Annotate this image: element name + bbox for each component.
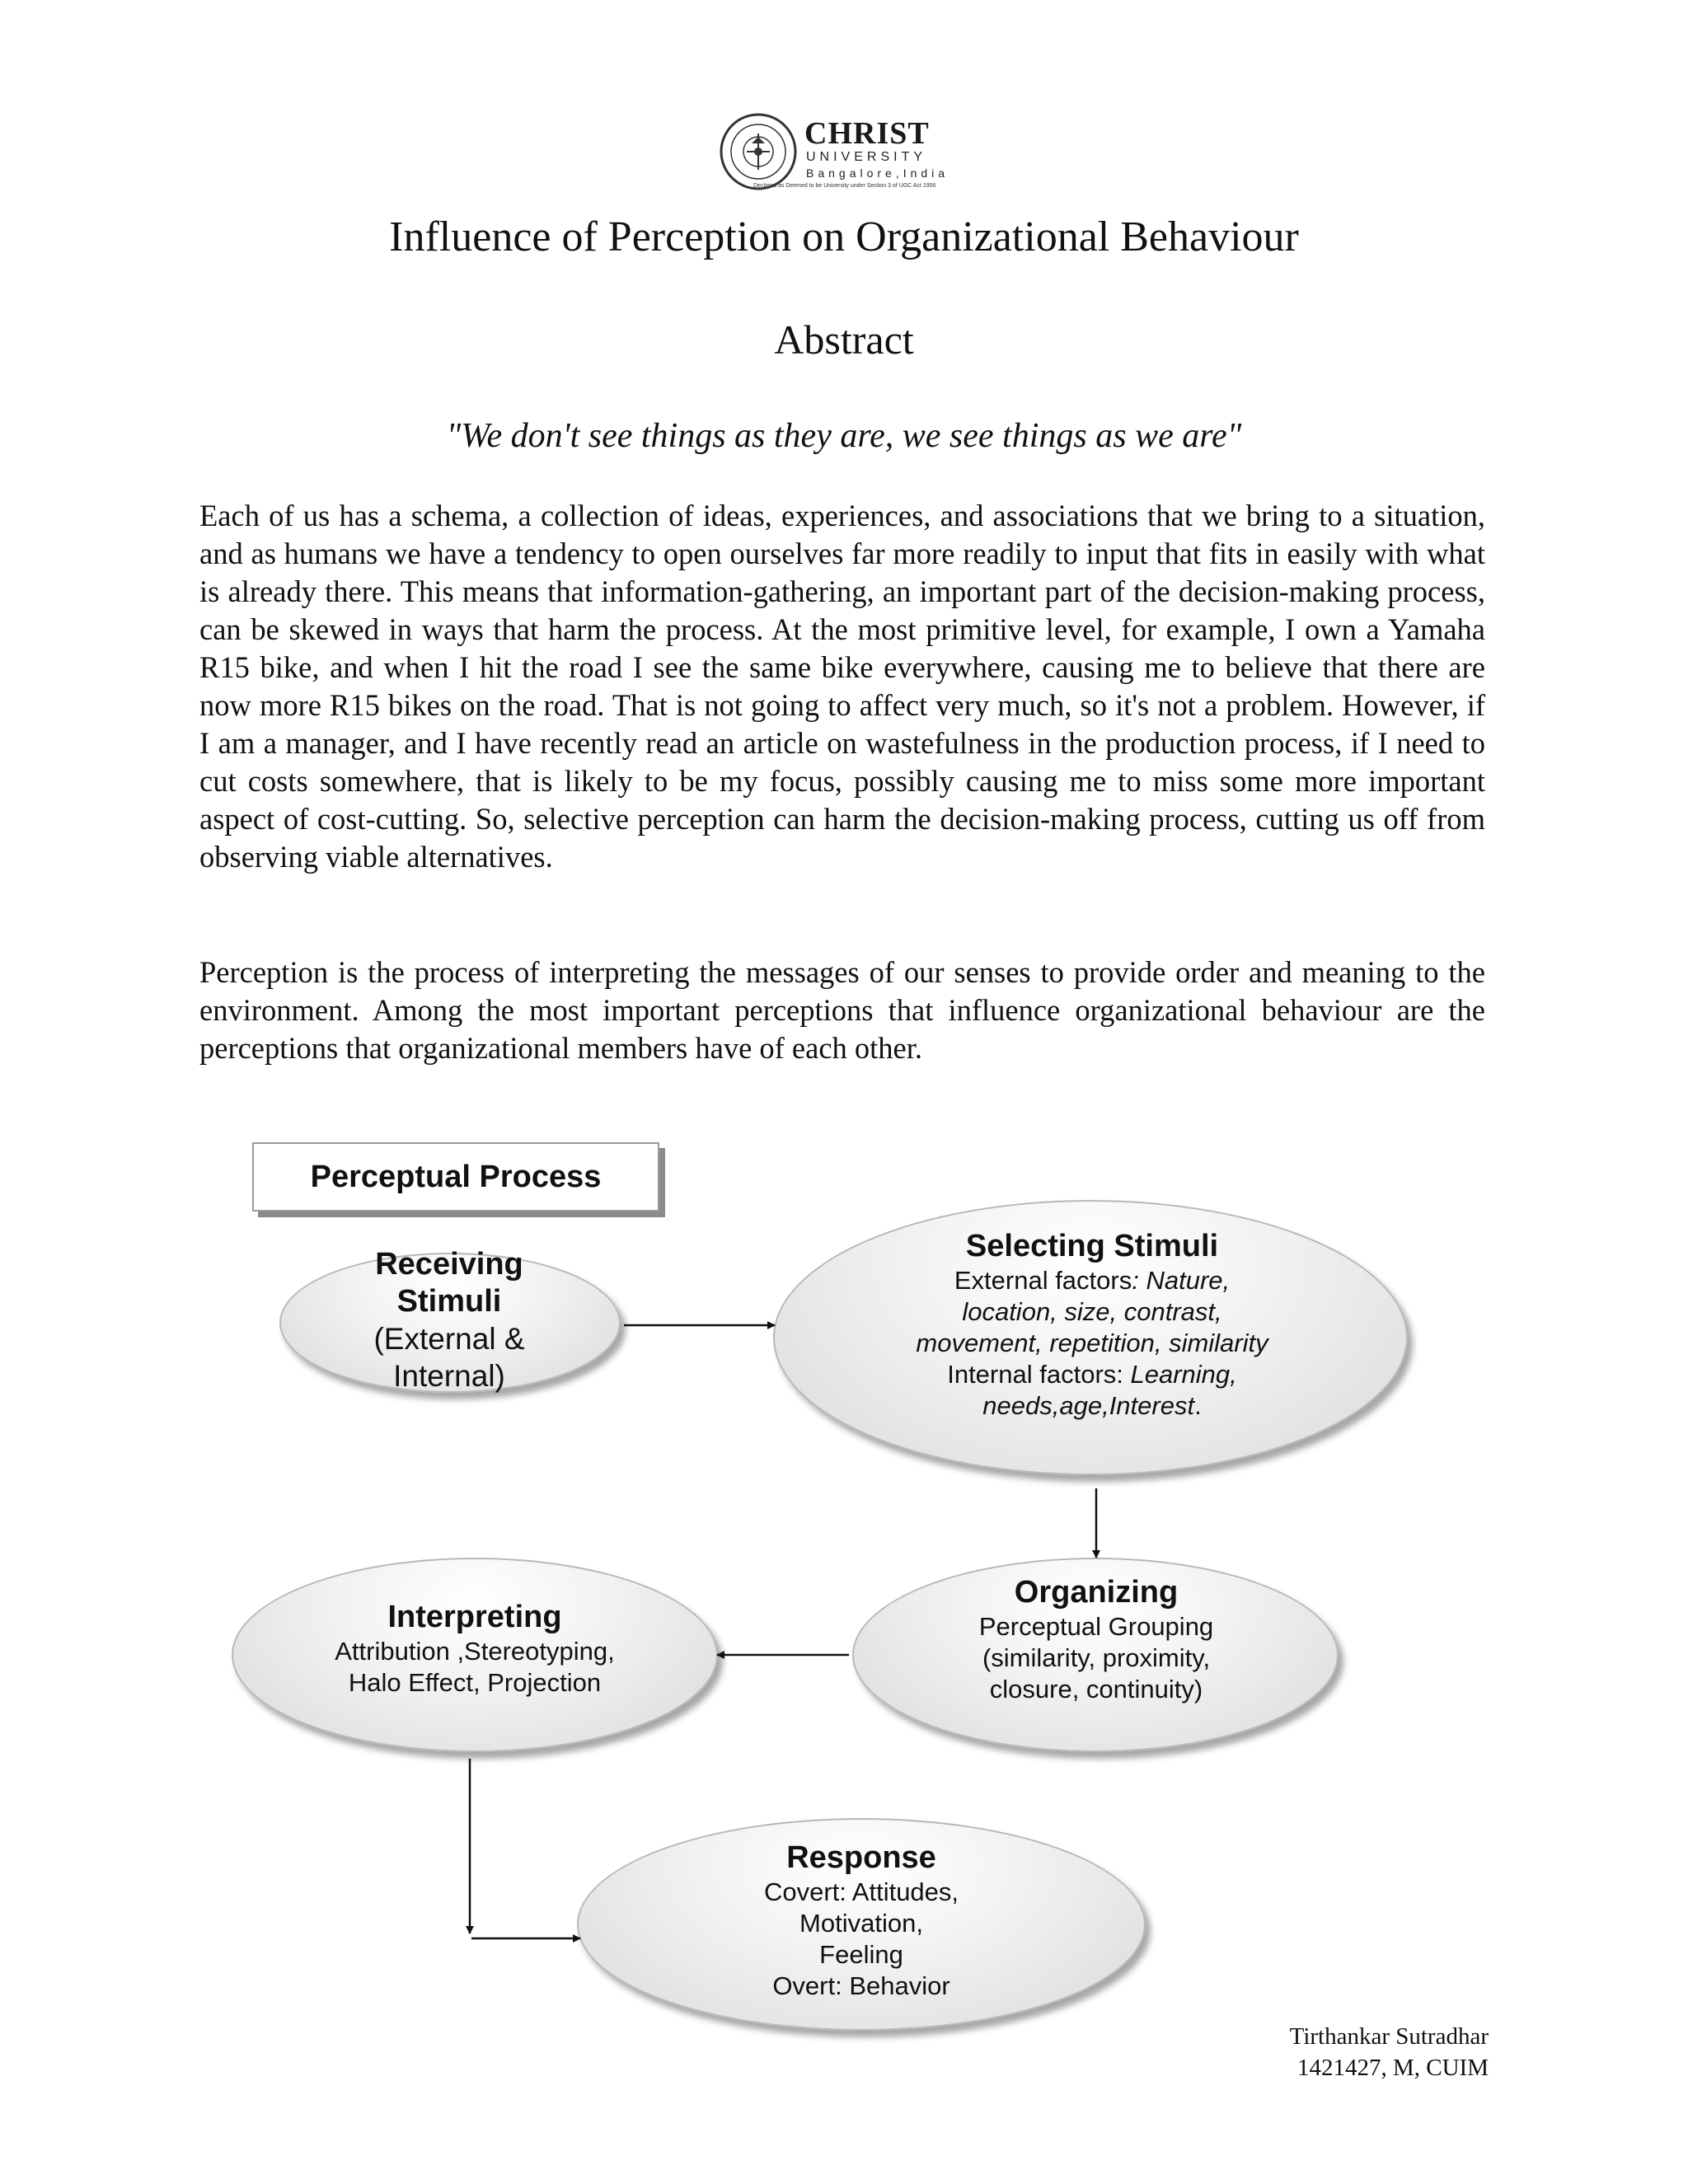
receiving-line-2: Stimuli: [396, 1284, 502, 1319]
receiving-line-4: Internal): [393, 1359, 505, 1393]
university-logo: [719, 110, 974, 193]
external-factors-items-2: location, size, contrast,: [962, 1297, 1222, 1326]
organizing-line-2: (similarity, proximity,: [982, 1643, 1211, 1672]
organizing-line-3: closure, continuity): [989, 1675, 1203, 1704]
document-title: Influence of Perception on Organizational Behaviour: [389, 213, 1299, 260]
organizing-heading: Organizing: [1014, 1575, 1179, 1610]
interpreting-text: [277, 1599, 673, 1699]
logo-location: Bangalore,India: [806, 166, 950, 180]
internal-factors-end: .: [1194, 1391, 1202, 1420]
internal-factors-items-1: Learning,: [1130, 1360, 1237, 1389]
selecting-stimuli-text: [849, 1228, 1335, 1422]
response-heading: Response: [786, 1840, 936, 1875]
internal-factors-items-2: needs,age,Interest: [982, 1391, 1195, 1420]
logo-name: CHRIST: [804, 116, 930, 151]
response-line-3: Feeling: [819, 1940, 903, 1969]
logo-university: UNIVERSITY: [806, 150, 927, 164]
perceptual-process-label: Perceptual Process: [252, 1142, 659, 1212]
organizing-text: [907, 1574, 1286, 1705]
response-line-2: Motivation,: [799, 1909, 923, 1938]
selecting-heading: Selecting Stimuli: [965, 1229, 1219, 1263]
author-name: Tirthankar Sutradhar: [1289, 2023, 1489, 2050]
author-id: 1421427, M, CUIM: [1296, 2055, 1489, 2081]
external-factors-items-3: movement, repetition, similarity: [916, 1329, 1268, 1357]
receiving-stimuli-text: [313, 1246, 585, 1394]
response-line-1: Covert: Attitudes,: [763, 1877, 959, 1906]
author-block: [1290, 2021, 1489, 2083]
quote: "We don't see things as they are, we see things as we are": [446, 417, 1242, 455]
internal-factors-label: Internal factors:: [947, 1360, 1131, 1389]
abstract-heading: Abstract: [774, 316, 914, 363]
receiving-line-3: (External &: [373, 1322, 525, 1356]
logo-declaration: Declared as Deemed to be University under Section 3 of UGC Act 1956: [753, 183, 936, 189]
receiving-line-1: Receiving: [375, 1247, 523, 1282]
interpreting-line-1: Attribution ,Stereotyping,: [335, 1637, 615, 1666]
university-seal-icon: [719, 112, 798, 191]
paragraph-2: Perception is the process of interpreting the messages of our senses to provide order and meaning to the environment. Among the most important perceptions that influence organizational behaviour are the perceptions that organizational members have of each other.: [199, 955, 1485, 1065]
external-factors-items-1: : Nature,: [1132, 1266, 1231, 1295]
response-text: [668, 1840, 1055, 2002]
interpreting-heading: Interpreting: [387, 1600, 562, 1634]
external-factors-label: External factors: [954, 1266, 1132, 1295]
response-line-4: Overt: Behavior: [772, 1971, 950, 2000]
interpreting-line-2: Halo Effect, Projection: [348, 1668, 602, 1697]
paragraph-1: Each of us has a schema, a collection of ideas, experiences, and associations that we bring to a situation, and as humans we have a tendency to open ourselves far more readily to input that fits in easily with what is already there. This means that information-gathering, an important part of the decision-making process, can be skewed in ways that harm the process. At the most primitive level, for example, I own a Yamaha R15 bike, and when I hit the road I see the same bike everywhere, causing me to believe that there are now more R15 bikes on the road. That is not going to affect very much, so it's not a problem. However, if I am a manager, and I have recently read an article on wastefulness in the production process, if I need to cut costs somewhere, that is likely to be my focus, possibly causing me to miss some more important aspect of cost-cutting. So, selective perception can harm the decision-making process, cutting us off from observing viable alternatives.: [199, 499, 1485, 874]
organizing-line-1: Perceptual Grouping: [978, 1612, 1214, 1641]
